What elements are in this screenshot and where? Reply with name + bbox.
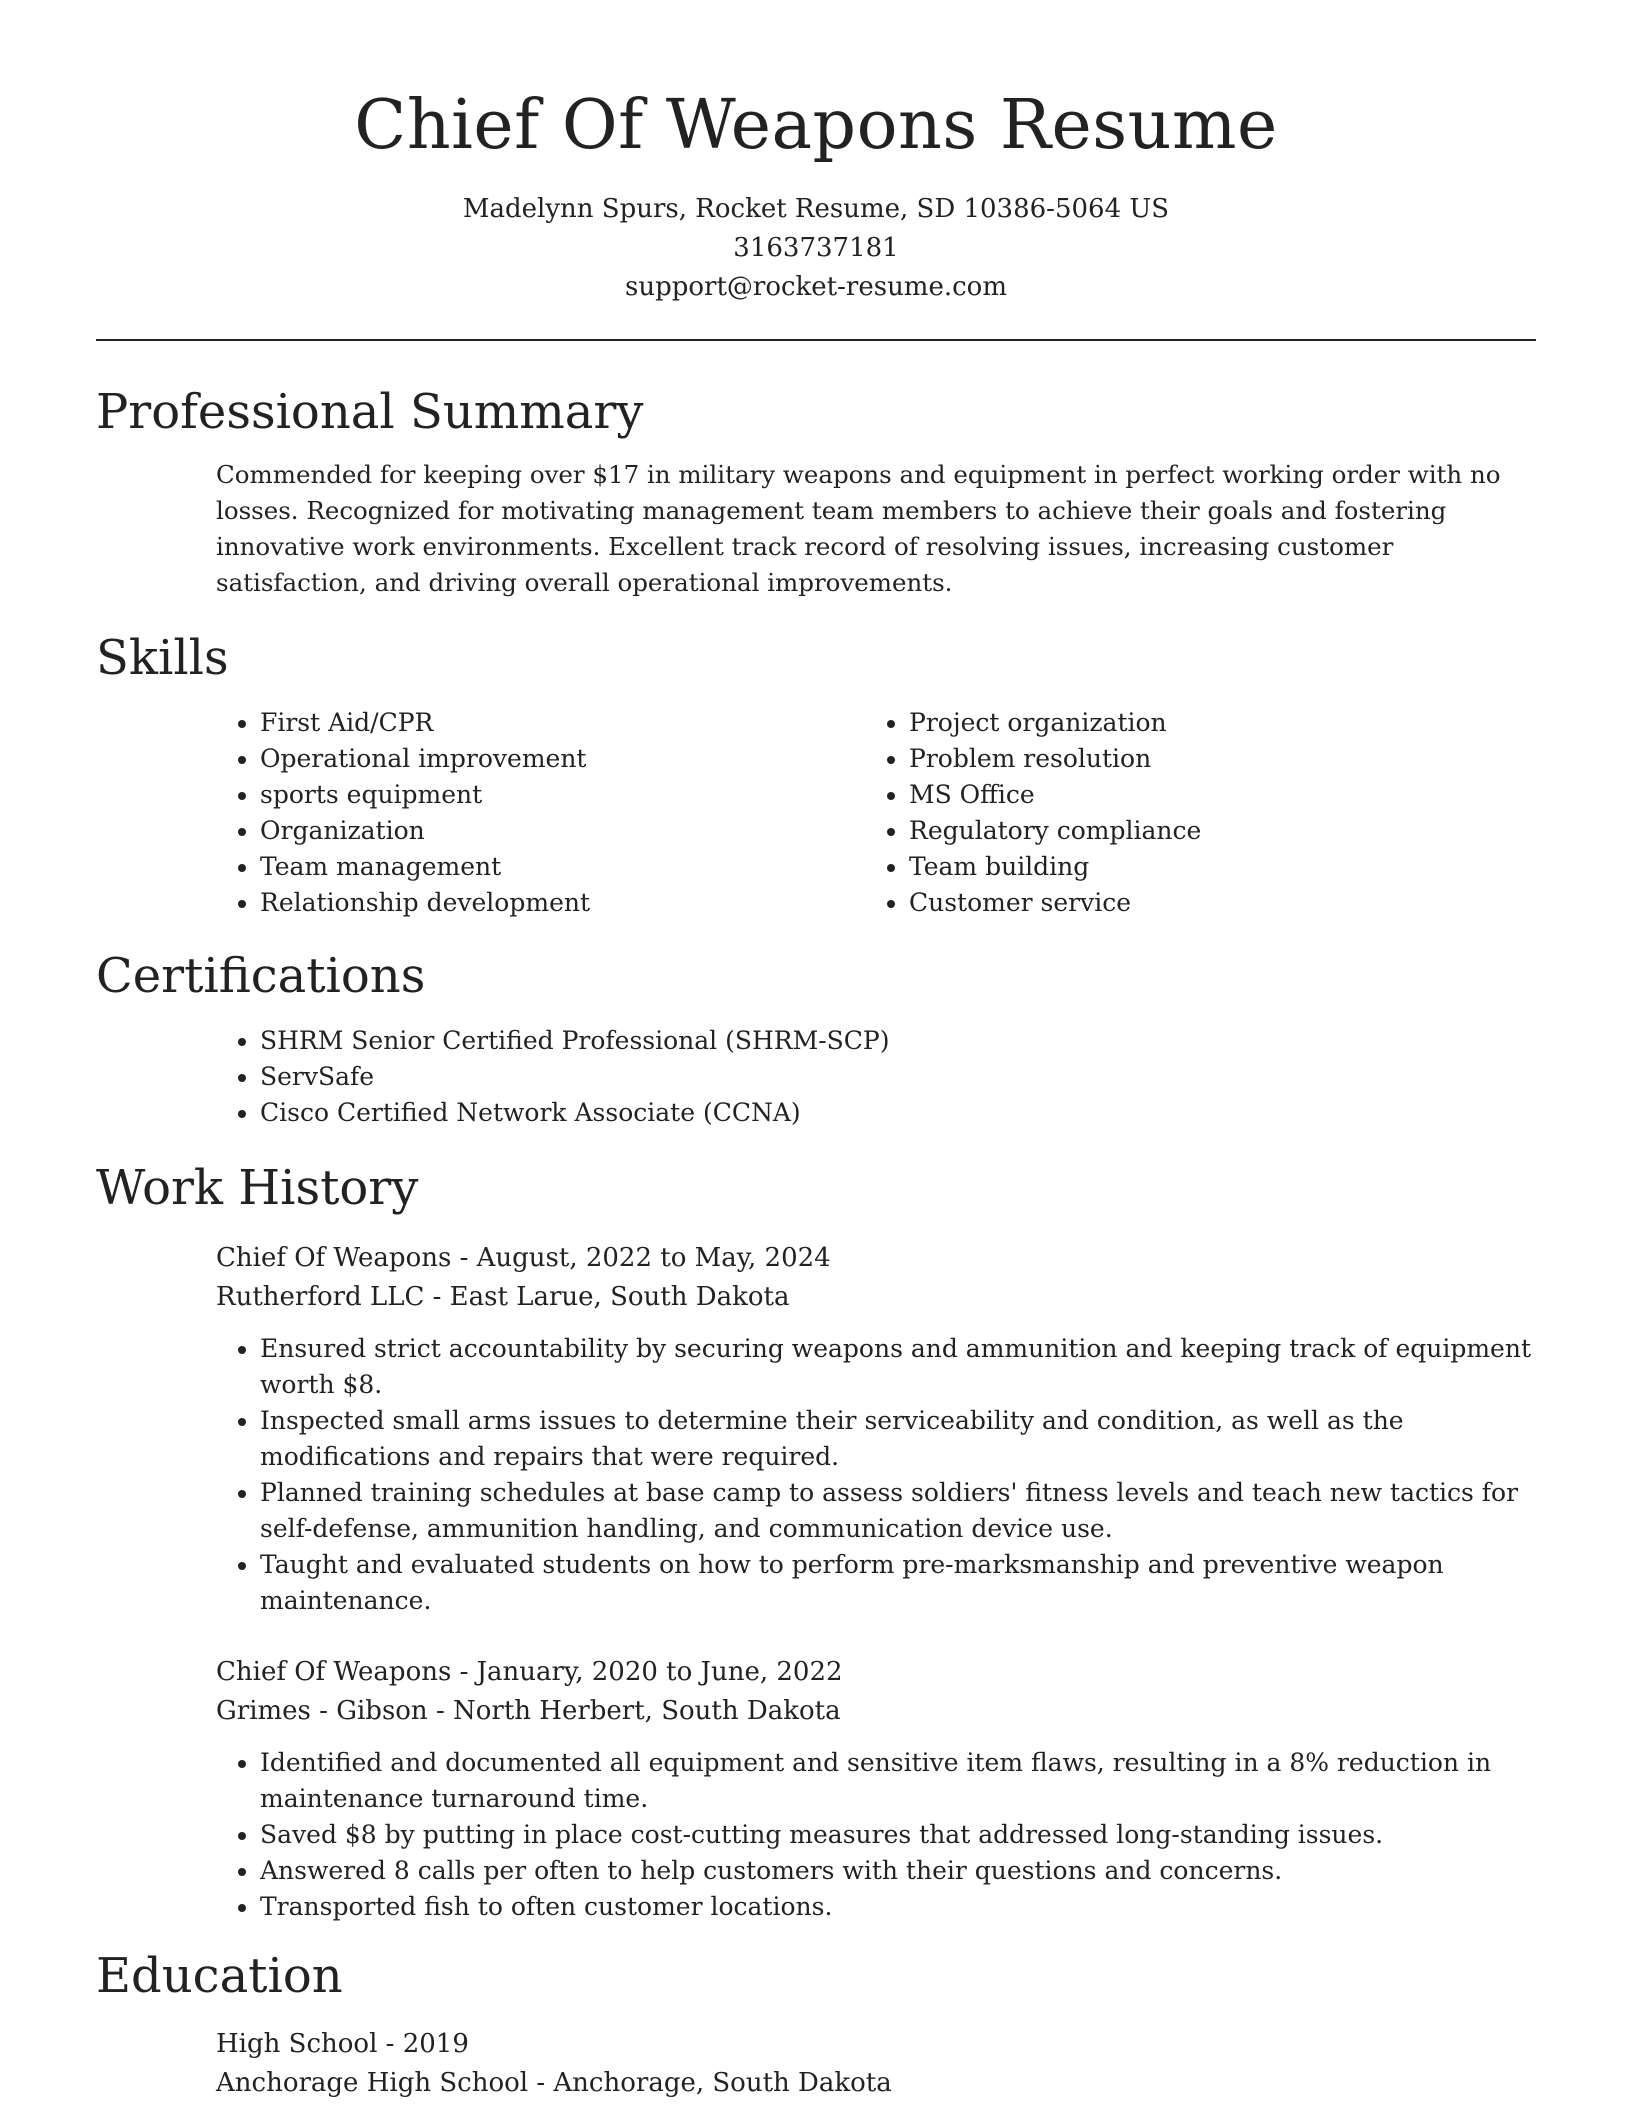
- certifications-heading: Certifications: [96, 948, 426, 1004]
- skills-heading: Skills: [96, 630, 229, 686]
- job-bullets: [216, 1331, 1550, 1619]
- skill-item: • Operational improvement: [260, 741, 865, 777]
- job-bullet: • Answered 8 calls per often to help customers with their questions and concerns.: [260, 1853, 1550, 1889]
- skill-item: • Team management: [260, 849, 865, 885]
- skill-item: • Regulatory compliance: [909, 813, 1514, 849]
- skill-item: • Organization: [260, 813, 865, 849]
- skill-item: • Relationship development: [260, 885, 865, 921]
- education-school-line: Anchorage High School - Anchorage, South Dakota: [216, 2068, 892, 2098]
- skill-item: • Problem resolution: [909, 741, 1514, 777]
- skill-item: • MS Office: [909, 777, 1514, 813]
- resume-title: Chief Of Weapons Resume: [354, 86, 1278, 165]
- skill-item: • sports equipment: [260, 777, 865, 813]
- education-degree-line: High School - 2019: [216, 2029, 469, 2059]
- job-bullet: • Inspected small arms issues to determine their serviceability and condition, as well as the modifications and repairs that were required.: [260, 1403, 1550, 1475]
- job-bullets: [216, 1745, 1550, 1925]
- job-entry: [216, 1653, 1536, 1925]
- job-bullet: • Taught and evaluated students on how to perform pre-marksmanship and preventive weapon maintenance.: [260, 1547, 1550, 1619]
- job-bullet: • Transported fish to often customer locations.: [260, 1889, 1550, 1925]
- job-bullet: • Ensured strict accountability by securing weapons and ammunition and keeping track of equipment worth $8.: [260, 1331, 1550, 1403]
- education-entry: [216, 2025, 1536, 2103]
- job-bullet: • Planned training schedules at base camp to assess soldiers' fitness levels and teach new tactics for self-defense, ammunition handling, and communication device use.: [260, 1475, 1550, 1547]
- skill-item: • Project organization: [909, 705, 1514, 741]
- job-title-line: Chief Of Weapons - January, 2020 to June, 2022: [216, 1657, 843, 1687]
- contact-address: Madelynn Spurs, Rocket Resume, SD 10386-5064 US: [462, 194, 1170, 224]
- job-company-line: Rutherford LLC - East Larue, South Dakota: [216, 1282, 790, 1312]
- header-divider: [96, 339, 1536, 341]
- certifications-list: [216, 1023, 1536, 1131]
- skill-item: • First Aid/CPR: [260, 705, 865, 741]
- job-company-line: Grimes - Gibson - North Herbert, South Dakota: [216, 1696, 841, 1726]
- contact-phone: 3163737181: [733, 233, 899, 263]
- skill-item: • Customer service: [909, 885, 1514, 921]
- education-heading: Education: [96, 1948, 343, 2004]
- resume-page: [96, 0, 1536, 2103]
- job-title-line: Chief Of Weapons - August, 2022 to May, 2024: [216, 1243, 831, 1273]
- job-bullet: • Identified and documented all equipment and sensitive item flaws, resulting in a 8% reduction in maintenance turnaround time.: [260, 1745, 1550, 1817]
- skill-item: • Team building: [909, 849, 1514, 885]
- summary-heading: Professional Summary: [96, 384, 644, 440]
- job-bullet: • Saved $8 by putting in place cost-cutting measures that addressed long-standing issues.: [260, 1817, 1550, 1853]
- skills-list-right: [865, 705, 1514, 921]
- summary-text: Commended for keeping over $17 in military weapons and equipment in perfect working order with no losses. Recognized for motivating management team members to achieve their goals and fostering innovative work environments. Excellent track record of resolving issues, increasing customer satisfaction, and driving overall operational improvements.: [216, 460, 1501, 597]
- contact-email: support@rocket-resume.com: [624, 272, 1007, 302]
- job-entry: [216, 1239, 1536, 1619]
- certification-item: • Cisco Certified Network Associate (CCNA): [260, 1095, 1536, 1131]
- certifications-block: [216, 1023, 1536, 1131]
- skills-columns: [216, 705, 1536, 921]
- certification-item: • SHRM Senior Certified Professional (SHRM-SCP): [260, 1023, 1536, 1059]
- certification-item: • ServSafe: [260, 1059, 1536, 1095]
- skills-list-left: [216, 705, 865, 921]
- contact-block: [96, 190, 1536, 307]
- work-history-heading: Work History: [96, 1160, 419, 1216]
